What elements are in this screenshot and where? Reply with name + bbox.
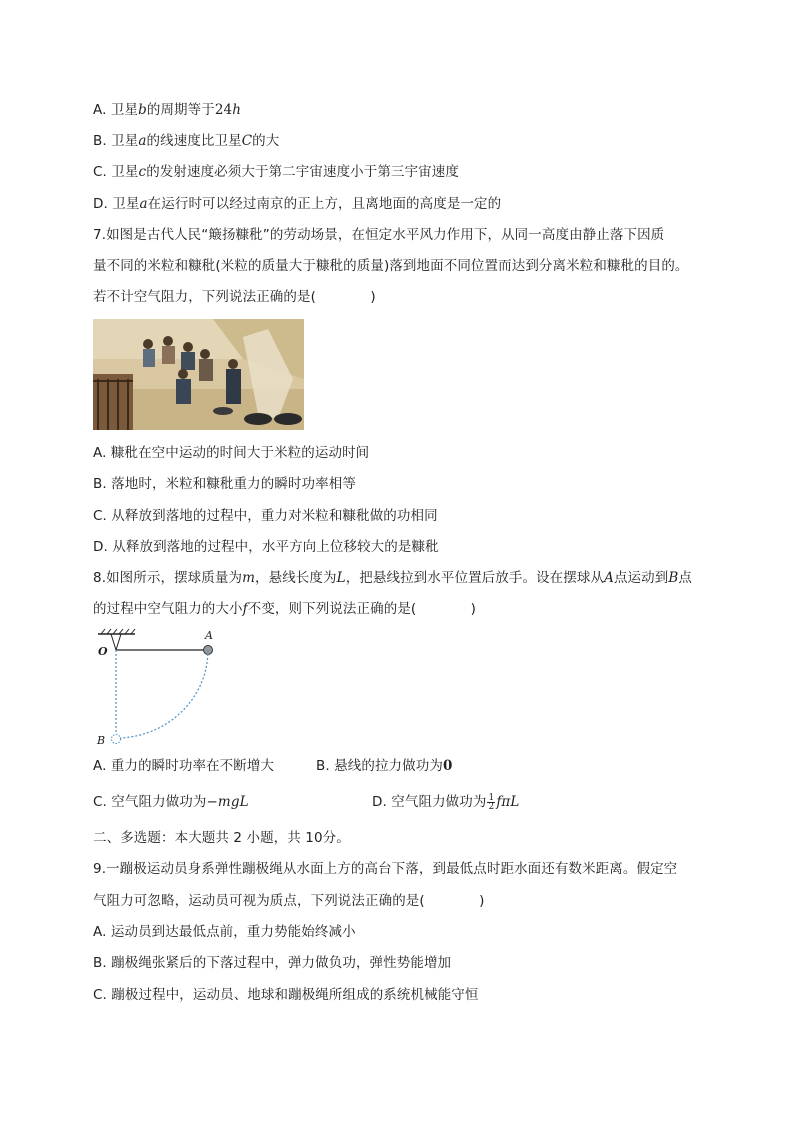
label-b: B: [97, 734, 106, 747]
q8-option-b: [316, 756, 452, 776]
option-text: B. 悬线的拉力做功为: [316, 758, 443, 774]
math-var: h: [232, 102, 242, 118]
math-var: c: [138, 164, 147, 180]
fraction-denominator: 2: [488, 801, 495, 812]
math-expression: −mgL: [206, 794, 249, 810]
math-var: C: [241, 133, 253, 149]
q7-stem-line3: 若不计空气阻力，下列说法正确的是( ): [93, 289, 376, 305]
math-number: 24: [214, 102, 233, 118]
q6-option-b: [93, 131, 279, 151]
math-number: 0: [442, 758, 453, 774]
q7-option-d: D. 从释放到落地的过程中，水平方向上位移较大的是糠秕: [93, 539, 439, 555]
option-text: C. 空气阻力做功为: [93, 794, 207, 810]
q9-stem-line2: 气阻力可忽略，运动员可视为质点，下列说法正确的是( ): [93, 893, 485, 909]
fraction-numerator: 1: [488, 792, 495, 803]
q6-option-a: [93, 100, 241, 120]
q7-stem-line2: 量不同的米粒和糠秕(米粒的质量大于糠秕的质量)落到地面不同位置而达到分离米粒和糠秕的目的。: [93, 258, 689, 274]
stem-text: 不变，则下列说法正确的是( ): [247, 601, 477, 617]
stem-text: ，把悬线拉到水平位置后放手。设在摆球从: [345, 570, 605, 586]
q8-stem-line1: [93, 568, 692, 588]
option-text: B. 卫星: [93, 133, 139, 149]
q7-option-b: B. 落地时，米粒和糠秕重力的瞬时功率相等: [93, 476, 356, 492]
q8-option-a: A. 重力的瞬时功率在不断增大: [93, 758, 275, 774]
section-heading-multiple-choice: 二、多选题：本大题共 2 小题，共 10分。: [93, 830, 350, 846]
option-text: 的线速度比卫星: [146, 133, 242, 149]
q7-option-c: C. 从释放到落地的过程中，重力对米粒和糠秕做的功相同: [93, 508, 438, 524]
winnowing-painting-image: [93, 319, 304, 430]
math-var: f: [242, 601, 248, 617]
option-text: C. 卫星: [93, 164, 139, 180]
math-expression: fπL: [496, 794, 520, 810]
math-var: B: [668, 570, 679, 586]
pendulum-diagram: [93, 628, 233, 750]
q9-option-c: C. 蹦极过程中，运动员、地球和蹦极绳所组成的系统机械能守恒: [93, 987, 479, 1003]
option-text: D. 空气阻力做功为: [372, 794, 487, 810]
label-a: A: [205, 629, 213, 642]
option-text: 的发射速度必须大于第二宇宙速度小于第三宇宙速度: [146, 164, 459, 180]
math-var: a: [138, 133, 147, 149]
math-var: a: [139, 196, 148, 212]
q6-option-d: [93, 194, 501, 214]
option-text: D. 卫星: [93, 196, 140, 212]
math-var: b: [138, 102, 147, 118]
label-o: O: [98, 645, 108, 658]
stem-text: 的过程中空气阻力的大小: [93, 601, 243, 617]
math-var: A: [604, 570, 614, 586]
stem-text: ，悬线长度为: [255, 570, 337, 586]
q7-stem-line1: 7.如图是古代人民“簸扬糠秕”的劳动场景，在恒定水平风力作用下，从同一高度由静止落下因质: [93, 227, 665, 243]
math-var: m: [242, 570, 255, 586]
q8-option-d: [372, 792, 519, 812]
q7-option-a: A. 糠秕在空中运动的时间大于米粒的运动时间: [93, 445, 370, 461]
stem-text: 8.如图所示，摆球质量为: [93, 570, 243, 586]
q6-option-c: [93, 162, 459, 182]
option-text: 的周期等于: [146, 102, 215, 118]
q9-option-a: A. 运动员到达最低点前，重力势能始终减小: [93, 924, 356, 940]
option-text: A. 卫星: [93, 102, 139, 118]
option-text: 的大: [252, 133, 280, 149]
q8-option-c: [93, 792, 249, 812]
math-var: L: [336, 570, 346, 586]
stem-text: 点: [678, 570, 692, 586]
q9-stem-line1: 9.一蹦极运动员身系弹性蹦极绳从水面上方的高台下落，到最低点时距水面还有数米距离。假定空: [93, 861, 678, 877]
q8-stem-line2: [93, 599, 476, 619]
stem-text: 点运动到: [613, 570, 669, 586]
fraction-one-half: [487, 794, 495, 811]
option-text: 在运行时可以经过南京的正上方，且离地面的高度是一定的: [147, 196, 502, 212]
q9-option-b: B. 蹦极绳张紧后的下落过程中，弹力做负功，弹性势能增加: [93, 955, 452, 971]
